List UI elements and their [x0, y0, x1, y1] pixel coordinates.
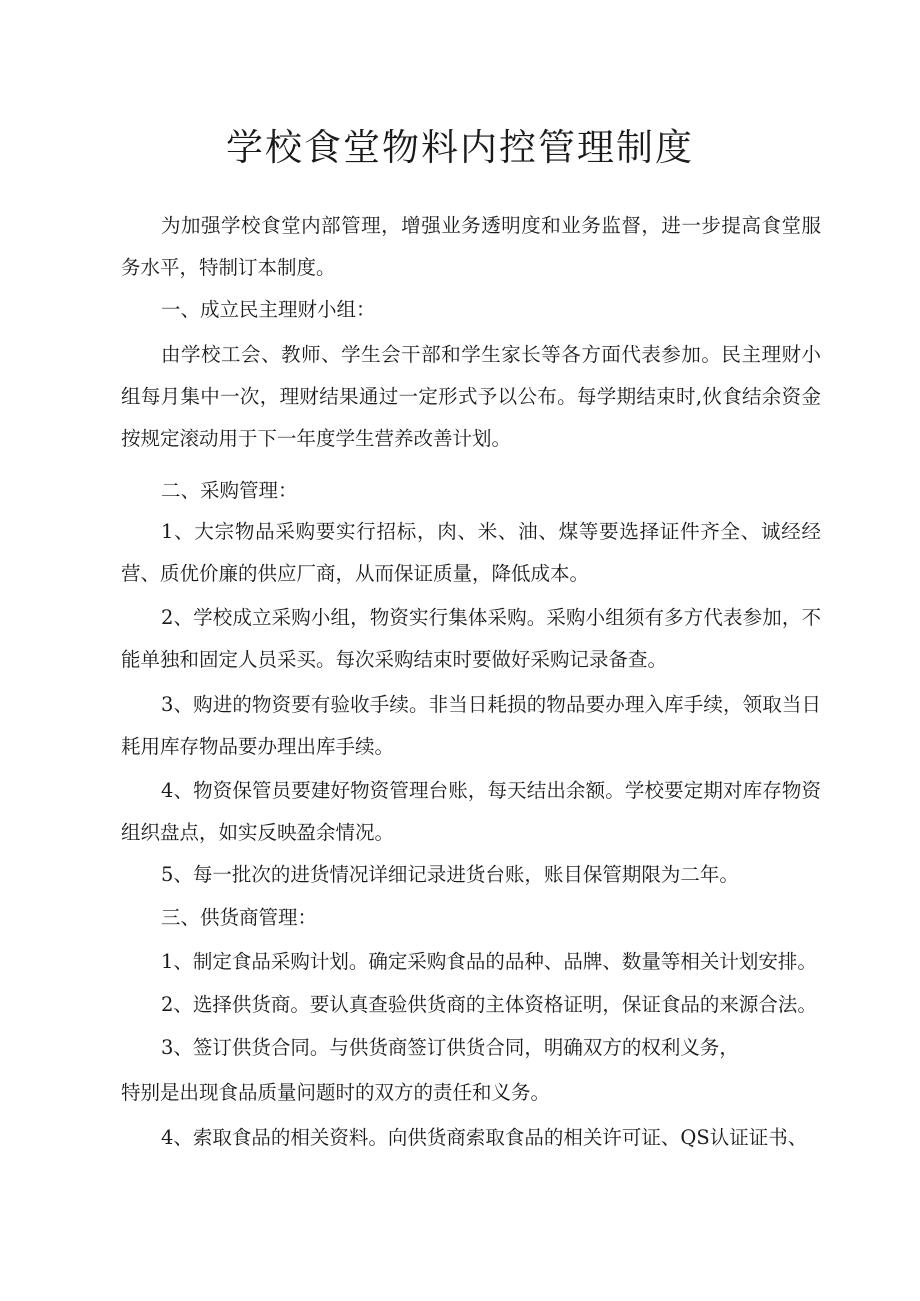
paragraph-item-2-4: 4、物资保管员要建好物资管理台账，每天结出余额。学校要定期对库存物资组织盘点，如实反映盈余情况。	[121, 779, 821, 844]
paragraph-item-2-5: 5、每一批次的进货情况详细记录进货台账，账目保管期限为二年。	[161, 863, 739, 886]
section-heading-1: 一、成立民主理财小组：	[161, 298, 376, 321]
paragraph-item-3-3-continued: 特别是出现食品质量问题时的双方的责任和义务。	[121, 1081, 551, 1104]
section-heading-3: 三、供货商管理：	[161, 906, 318, 929]
paragraph-item-3-3: 3、签订供货合同。与供货商签订供货合同，明确双方的权利义务，	[161, 1036, 739, 1059]
document-title: 学校食堂物料内控管理制度	[226, 126, 694, 169]
section-heading-2: 二、采购管理：	[161, 479, 298, 502]
paragraph-intro: 为加强学校食堂内部管理，增强业务透明度和业务监督，进一步提高食堂服务水平，特制订本制度。	[121, 214, 821, 279]
paragraph-item-2-3: 3、购进的物资要有验收手续。非当日耗损的物品要办理入库手续，领取当日耗用库存物品要办理出库手续。	[121, 693, 821, 758]
paragraph-item-3-4: 4、索取食品的相关资料。向供货商索取食品的相关许可证、QS认证证书、	[161, 1126, 808, 1149]
paragraph-item-3-1: 1、制定食品采购计划。确定采购食品的品种、品牌、数量等相关计划安排。	[161, 950, 817, 973]
paragraph-item-2-1: 1、大宗物品采购要实行招标，肉、米、油、煤等要选择证件齐全、诚经经营、质优价廉的供应厂商，从而保证质量，降低成本。	[121, 520, 821, 585]
paragraph-item-2-2: 2、学校成立采购小组，物资实行集体采购。采购小组须有多方代表参加，不能单独和固定人员采买。每次采购结束时要做好采购记录备查。	[121, 606, 821, 671]
paragraph-section-1: 由学校工会、教师、学生会干部和学生家长等各方面代表参加。民主理财小组每月集中一次，理财结果通过一定形式予以公布。每学期结束时,伙食结余资金按规定滚动用于下一年度学生营养改善计划。	[121, 343, 821, 450]
paragraph-item-3-2: 2、选择供货商。要认真查验供货商的主体资格证明，保证食品的来源合法。	[161, 993, 817, 1016]
